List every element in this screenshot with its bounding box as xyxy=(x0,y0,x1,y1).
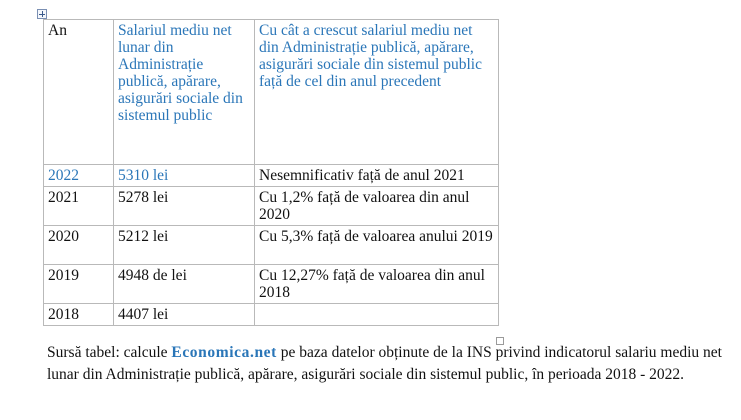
table-row xyxy=(44,226,499,265)
cell-year: 2020 xyxy=(44,226,114,265)
cell-salary: 4407 lei xyxy=(114,304,255,326)
table-move-handle-icon[interactable] xyxy=(37,9,47,19)
cell-salary: 5278 lei xyxy=(114,187,255,226)
cell-growth: Cu 1,2% față de valoarea din anul 2020 xyxy=(255,187,499,226)
table-header-row xyxy=(44,20,499,165)
cell-salary: 5310 lei xyxy=(114,165,255,187)
table-row xyxy=(44,165,499,187)
table-row xyxy=(44,304,499,326)
source-suffix: pe baza datelor obținute de la INS privind indicatorul salariu mediu net lunar din Administrație publică, apărare, asigurări sociale din sistemul public, în perioada 2018 - 2022. xyxy=(47,344,722,383)
cell-growth: Cu 5,3% față de valoarea anului 2019 xyxy=(255,226,499,265)
header-year: An xyxy=(44,20,114,165)
source-prefix: Sursă tabel: calcule xyxy=(47,344,172,361)
salary-table xyxy=(43,19,499,326)
cell-salary: 4948 de lei xyxy=(114,265,255,304)
table-row xyxy=(44,265,499,304)
cell-growth xyxy=(255,304,499,326)
source-brand-link[interactable]: Economica.net xyxy=(171,344,277,361)
cell-salary: 5212 lei xyxy=(114,226,255,265)
cell-growth: Nesemnificativ față de anul 2021 xyxy=(255,165,499,187)
cell-year: 2019 xyxy=(44,265,114,304)
cell-year: 2018 xyxy=(44,304,114,326)
header-growth: Cu cât a crescut salariul mediu net din Administrație publică, apărare, asigurări sociale din sistemul public față de cel din anul precedent xyxy=(255,20,499,165)
header-salary: Salariul mediu net lunar din Administrație publică, apărare, asigurări sociale din sistemul public xyxy=(114,20,255,165)
cell-year: 2021 xyxy=(44,187,114,226)
source-note xyxy=(47,342,737,386)
cell-growth: Cu 12,27% față de valoarea din anul 2018 xyxy=(255,265,499,304)
cell-year: 2022 xyxy=(44,165,114,187)
table-row xyxy=(44,187,499,226)
